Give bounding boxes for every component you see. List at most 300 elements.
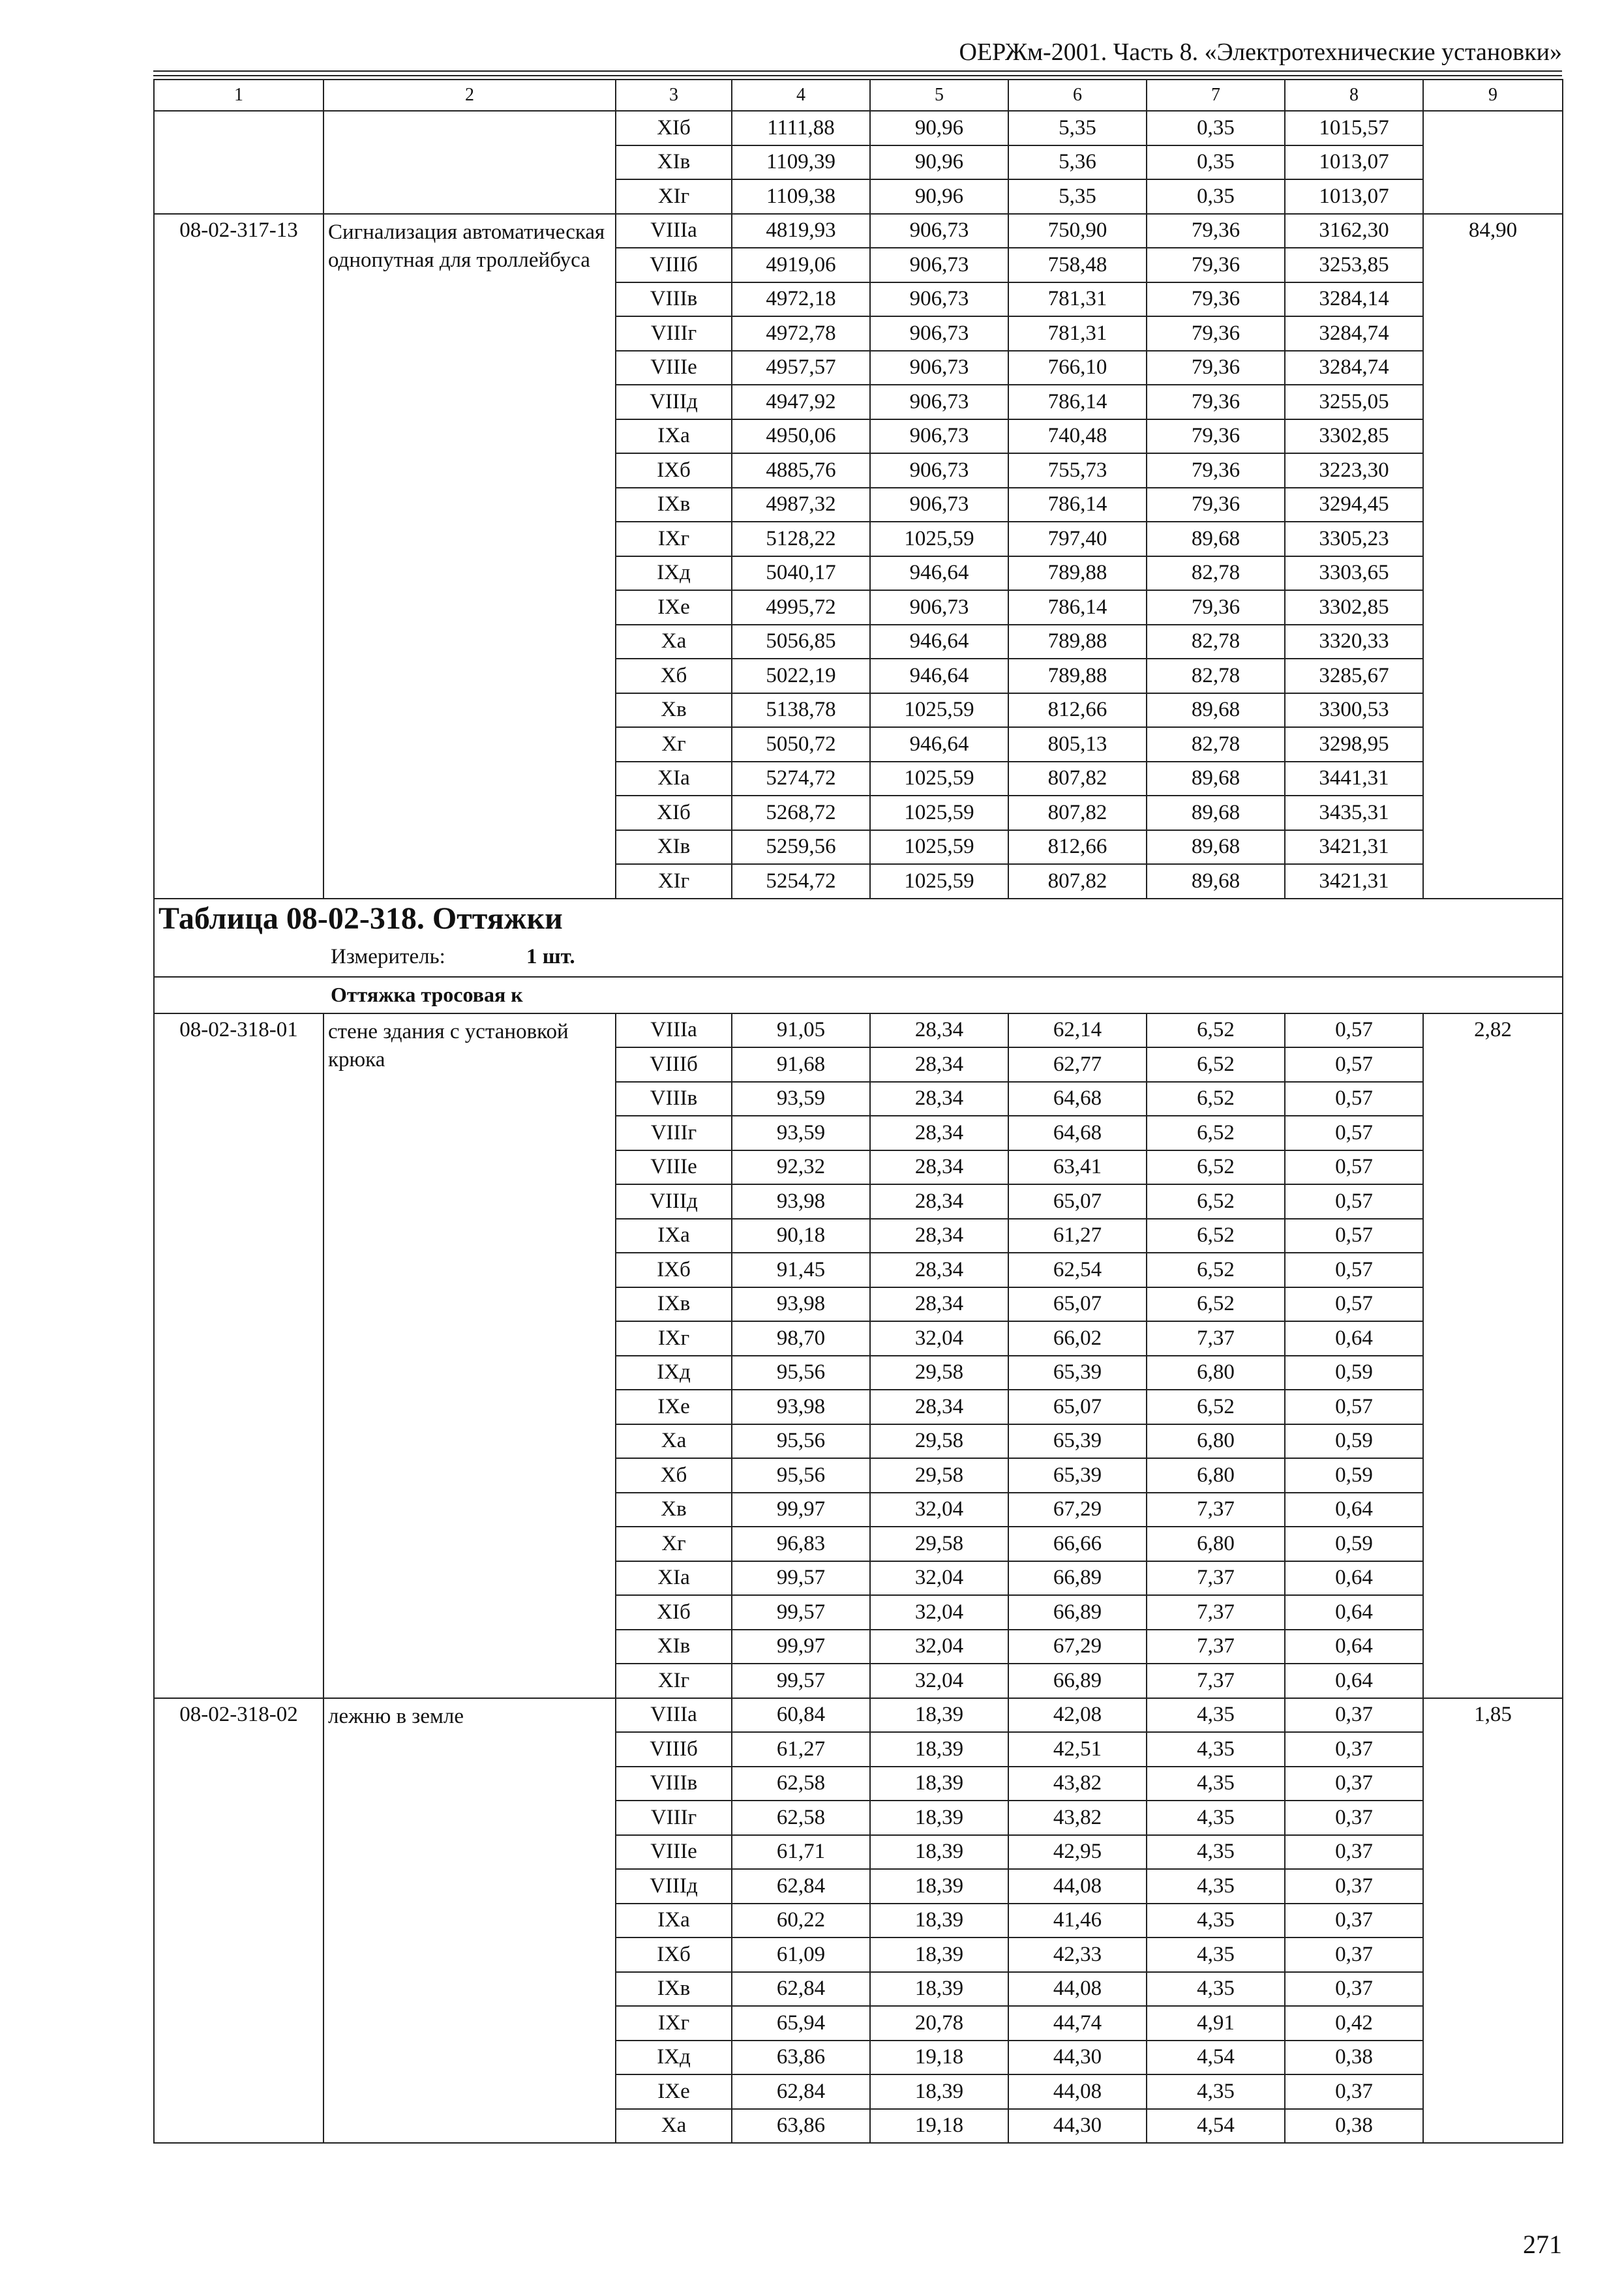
value-cell: 65,07 [1008, 1390, 1147, 1424]
zone-cell: VIIIа [616, 1698, 732, 1733]
value-cell: 90,18 [732, 1219, 870, 1253]
value-cell: 4,91 [1147, 2006, 1285, 2041]
value-cell: 32,04 [870, 1630, 1008, 1664]
value-cell: 66,89 [1008, 1561, 1147, 1596]
value-cell: 0,57 [1285, 1150, 1423, 1185]
value-cell: 0,38 [1285, 2041, 1423, 2075]
zone-cell: IXа [616, 1219, 732, 1253]
value-cell: 1109,38 [732, 179, 870, 214]
value-cell: 789,88 [1008, 659, 1147, 693]
value-cell: 4972,18 [732, 282, 870, 317]
rates-table [153, 79, 1563, 2144]
zone-cell: IXб [616, 1253, 732, 1287]
column-number: 6 [1008, 80, 1147, 111]
zone-cell: XIб [616, 111, 732, 145]
value-cell: 29,58 [870, 1356, 1008, 1390]
page-number: 271 [1523, 2230, 1562, 2259]
code-cell: 08-02-318-02 [154, 1698, 323, 2144]
value-cell: 3421,31 [1285, 830, 1423, 865]
value-cell: 0,35 [1147, 145, 1285, 180]
value-cell: 5138,78 [732, 693, 870, 728]
value-cell: 6,52 [1147, 1116, 1285, 1150]
value-cell: 32,04 [870, 1561, 1008, 1596]
value-cell: 62,84 [732, 1972, 870, 2007]
value-cell: 66,89 [1008, 1595, 1147, 1630]
value-cell: 79,36 [1147, 316, 1285, 351]
value-cell: 3302,85 [1285, 590, 1423, 625]
value-cell: 44,30 [1008, 2041, 1147, 2075]
zone-cell: VIIIе [616, 1150, 732, 1185]
value-cell: 63,41 [1008, 1150, 1147, 1185]
value-cell: 0,59 [1285, 1356, 1423, 1390]
zone-cell: IXб [616, 1937, 732, 1972]
zone-cell: Xа [616, 625, 732, 659]
value-cell: 0,37 [1285, 1801, 1423, 1835]
value-cell: 32,04 [870, 1493, 1008, 1527]
value-cell: 29,58 [870, 1424, 1008, 1459]
value-cell: 4919,06 [732, 248, 870, 282]
value-cell: 42,33 [1008, 1937, 1147, 1972]
value-cell: 79,36 [1147, 590, 1285, 625]
value-cell: 93,59 [732, 1116, 870, 1150]
value-cell: 82,78 [1147, 659, 1285, 693]
value-cell: 797,40 [1008, 522, 1147, 556]
value-cell: 44,08 [1008, 1869, 1147, 1904]
zone-cell: IXг [616, 1321, 732, 1356]
zone-cell: Xг [616, 1527, 732, 1561]
zone-cell: VIIIд [616, 1184, 732, 1219]
value-cell: 5,35 [1008, 111, 1147, 145]
value-cell: 6,80 [1147, 1424, 1285, 1459]
value-cell: 62,77 [1008, 1047, 1147, 1082]
value-cell: 4,35 [1147, 1698, 1285, 1733]
measure-cell [154, 938, 1563, 977]
value-cell: 1111,88 [732, 111, 870, 145]
value-cell: 65,94 [732, 2006, 870, 2041]
value-cell: 43,82 [1008, 1801, 1147, 1835]
value-cell: 906,73 [870, 248, 1008, 282]
value-cell: 65,39 [1008, 1356, 1147, 1390]
value-cell: 63,86 [732, 2041, 870, 2075]
zone-cell: IXа [616, 419, 732, 454]
value-cell: 3253,85 [1285, 248, 1423, 282]
subcaption-row [154, 977, 1563, 1013]
value-cell: 0,57 [1285, 1013, 1423, 1048]
zone-cell: XIв [616, 830, 732, 865]
zone-cell: VIIIг [616, 1116, 732, 1150]
value-cell: 4957,57 [732, 351, 870, 385]
zone-cell: VIIIа [616, 214, 732, 248]
value-cell: 65,07 [1008, 1184, 1147, 1219]
value-cell: 3294,45 [1285, 488, 1423, 522]
zone-cell: VIIIе [616, 351, 732, 385]
value-cell: 0,37 [1285, 1972, 1423, 2007]
value-cell: 0,37 [1285, 1767, 1423, 1801]
value-cell: 4,54 [1147, 2109, 1285, 2144]
zone-cell: Xб [616, 659, 732, 693]
value-cell: 781,31 [1008, 316, 1147, 351]
value-cell: 3441,31 [1285, 762, 1423, 796]
value-cell: 28,34 [870, 1013, 1008, 1048]
value-cell: 807,82 [1008, 762, 1147, 796]
subcaption: Оттяжка тросовая к [331, 983, 523, 1006]
value-cell: 1025,59 [870, 522, 1008, 556]
value-cell: 89,68 [1147, 762, 1285, 796]
value-cell: 18,39 [870, 1801, 1008, 1835]
value-cell: 5254,72 [732, 864, 870, 899]
value-cell: 0,57 [1285, 1219, 1423, 1253]
value-cell: 0,59 [1285, 1527, 1423, 1561]
value-cell: 67,29 [1008, 1630, 1147, 1664]
value-cell: 5128,22 [732, 522, 870, 556]
value-cell: 79,36 [1147, 488, 1285, 522]
value-cell: 906,73 [870, 214, 1008, 248]
subcaption-cell [154, 977, 1563, 1013]
value-cell: 18,39 [870, 1698, 1008, 1733]
value-cell: 93,98 [732, 1287, 870, 1322]
value-cell: 93,98 [732, 1390, 870, 1424]
value-cell: 5268,72 [732, 796, 870, 830]
value-cell: 79,36 [1147, 214, 1285, 248]
value-cell: 79,36 [1147, 351, 1285, 385]
value-cell: 98,70 [732, 1321, 870, 1356]
value-cell: 99,97 [732, 1630, 870, 1664]
zone-cell: IXг [616, 522, 732, 556]
value-cell: 93,59 [732, 1082, 870, 1116]
value-cell: 90,96 [870, 145, 1008, 180]
zone-cell: IXд [616, 2041, 732, 2075]
table-body [154, 80, 1563, 2143]
value-cell: 61,27 [732, 1732, 870, 1767]
table-row [154, 111, 1563, 145]
zone-cell: XIа [616, 1561, 732, 1596]
value-cell: 7,37 [1147, 1664, 1285, 1698]
value-cell: 750,90 [1008, 214, 1147, 248]
column-number: 9 [1423, 80, 1563, 111]
value-cell: 6,52 [1147, 1013, 1285, 1048]
value-cell: 79,36 [1147, 453, 1285, 488]
value-cell: 0,59 [1285, 1458, 1423, 1493]
zone-cell: Xв [616, 1493, 732, 1527]
zone-cell: IXд [616, 556, 732, 591]
value-cell: 79,36 [1147, 385, 1285, 419]
value-cell: 6,52 [1147, 1184, 1285, 1219]
value-cell: 1015,57 [1285, 111, 1423, 145]
value-cell: 3284,14 [1285, 282, 1423, 317]
value-cell: 3421,31 [1285, 864, 1423, 899]
value-cell: 4995,72 [732, 590, 870, 625]
value-cell: 32,04 [870, 1664, 1008, 1698]
value-cell: 66,89 [1008, 1664, 1147, 1698]
zone-cell: Xв [616, 693, 732, 728]
value-cell: 805,13 [1008, 727, 1147, 762]
value-cell: 3284,74 [1285, 351, 1423, 385]
value-cell: 3284,74 [1285, 316, 1423, 351]
measure-value: 1 шт. [526, 945, 575, 968]
value-cell: 44,08 [1008, 1972, 1147, 2007]
value-cell: 7,37 [1147, 1630, 1285, 1664]
value-cell: 4,35 [1147, 1869, 1285, 1904]
zone-cell: IXв [616, 1972, 732, 2007]
value-cell: 64,68 [1008, 1082, 1147, 1116]
value-cell: 3302,85 [1285, 419, 1423, 454]
value-cell: 0,57 [1285, 1390, 1423, 1424]
zone-cell: IXв [616, 1287, 732, 1322]
value-cell: 19,18 [870, 2109, 1008, 2144]
value-cell: 3162,30 [1285, 214, 1423, 248]
value-cell: 82,78 [1147, 625, 1285, 659]
value-cell: 812,66 [1008, 830, 1147, 865]
column-number: 4 [732, 80, 870, 111]
value-cell: 18,39 [870, 1732, 1008, 1767]
value-cell: 758,48 [1008, 248, 1147, 282]
zone-cell: XIг [616, 1664, 732, 1698]
value-cell: 0,37 [1285, 1937, 1423, 1972]
value-cell: 789,88 [1008, 625, 1147, 659]
value-cell: 44,08 [1008, 2074, 1147, 2109]
column-number: 7 [1147, 80, 1285, 111]
value-cell: 786,14 [1008, 385, 1147, 419]
zone-cell: VIIIв [616, 282, 732, 317]
value-cell: 6,52 [1147, 1082, 1285, 1116]
value-cell: 60,84 [732, 1698, 870, 1733]
value-cell: 906,73 [870, 282, 1008, 317]
value-cell: 1025,59 [870, 762, 1008, 796]
value-cell: 906,73 [870, 488, 1008, 522]
value-cell: 4,54 [1147, 2041, 1285, 2075]
value-cell: 28,34 [870, 1219, 1008, 1253]
zone-cell: Xб [616, 1458, 732, 1493]
zone-cell: VIIIа [616, 1013, 732, 1048]
value-cell: 96,83 [732, 1527, 870, 1561]
zone-cell: VIIIб [616, 248, 732, 282]
value-cell: 5050,72 [732, 727, 870, 762]
value-cell: 1013,07 [1285, 179, 1423, 214]
value-cell: 63,86 [732, 2109, 870, 2144]
value-cell: 18,39 [870, 2074, 1008, 2109]
value-cell: 3320,33 [1285, 625, 1423, 659]
value-cell: 3223,30 [1285, 453, 1423, 488]
value-cell: 6,80 [1147, 1356, 1285, 1390]
value-cell: 90,96 [870, 111, 1008, 145]
zone-cell: Xа [616, 1424, 732, 1459]
zone-cell: IXд [616, 1356, 732, 1390]
value-cell: 0,37 [1285, 1904, 1423, 1938]
value-cell: 18,39 [870, 1835, 1008, 1870]
value-cell: 19,18 [870, 2041, 1008, 2075]
zone-cell: VIIIг [616, 1801, 732, 1835]
value-cell: 4,35 [1147, 1732, 1285, 1767]
value-cell: 42,95 [1008, 1835, 1147, 1870]
value-cell: 5259,56 [732, 830, 870, 865]
value-cell: 4987,32 [732, 488, 870, 522]
value-cell: 61,71 [732, 1835, 870, 1870]
name-cell: стене здания с установкой крюка [323, 1013, 616, 1698]
code-cell: 08-02-318-01 [154, 1013, 323, 1698]
zone-cell: XIа [616, 762, 732, 796]
zone-cell: VIIIд [616, 385, 732, 419]
zone-cell: VIIIв [616, 1767, 732, 1801]
value-cell: 0,64 [1285, 1630, 1423, 1664]
code-cell [154, 111, 323, 214]
value-cell: 62,84 [732, 2074, 870, 2109]
value-cell: 786,14 [1008, 590, 1147, 625]
total-cell [1423, 111, 1563, 214]
value-cell: 62,14 [1008, 1013, 1147, 1048]
zone-cell: Xа [616, 2109, 732, 2144]
value-cell: 42,08 [1008, 1698, 1147, 1733]
zone-cell: VIIIв [616, 1082, 732, 1116]
value-cell: 946,64 [870, 625, 1008, 659]
zone-cell: VIIIд [616, 1869, 732, 1904]
value-cell: 89,68 [1147, 522, 1285, 556]
header-rule [153, 70, 1562, 72]
value-cell: 62,58 [732, 1801, 870, 1835]
value-cell: 66,02 [1008, 1321, 1147, 1356]
value-cell: 66,66 [1008, 1527, 1147, 1561]
value-cell: 0,42 [1285, 2006, 1423, 2041]
value-cell: 7,37 [1147, 1561, 1285, 1596]
value-cell: 6,52 [1147, 1047, 1285, 1082]
value-cell: 0,64 [1285, 1664, 1423, 1698]
zone-cell: IXг [616, 2006, 732, 2041]
name-cell [323, 111, 616, 214]
value-cell: 18,39 [870, 1972, 1008, 2007]
value-cell: 807,82 [1008, 864, 1147, 899]
value-cell: 1025,59 [870, 864, 1008, 899]
value-cell: 1025,59 [870, 693, 1008, 728]
value-cell: 7,37 [1147, 1595, 1285, 1630]
value-cell: 29,58 [870, 1527, 1008, 1561]
value-cell: 91,68 [732, 1047, 870, 1082]
value-cell: 6,52 [1147, 1219, 1285, 1253]
value-cell: 6,52 [1147, 1150, 1285, 1185]
value-cell: 906,73 [870, 590, 1008, 625]
value-cell: 61,27 [1008, 1219, 1147, 1253]
value-cell: 28,34 [870, 1390, 1008, 1424]
value-cell: 0,37 [1285, 1698, 1423, 1733]
value-cell: 807,82 [1008, 796, 1147, 830]
value-cell: 0,37 [1285, 1732, 1423, 1767]
value-cell: 0,57 [1285, 1047, 1423, 1082]
name-cell: лежню в земле [323, 1698, 616, 2144]
value-cell: 789,88 [1008, 556, 1147, 591]
value-cell: 28,34 [870, 1253, 1008, 1287]
value-cell: 0,57 [1285, 1082, 1423, 1116]
value-cell: 99,57 [732, 1595, 870, 1630]
value-cell: 4,35 [1147, 1767, 1285, 1801]
value-cell: 946,64 [870, 659, 1008, 693]
measure-row [154, 938, 1563, 977]
value-cell: 0,37 [1285, 2074, 1423, 2109]
column-number: 3 [616, 80, 732, 111]
value-cell: 65,07 [1008, 1287, 1147, 1322]
value-cell: 1025,59 [870, 830, 1008, 865]
zone-cell: XIг [616, 179, 732, 214]
value-cell: 0,35 [1147, 179, 1285, 214]
value-cell: 65,39 [1008, 1458, 1147, 1493]
value-cell: 0,37 [1285, 1869, 1423, 1904]
value-cell: 32,04 [870, 1321, 1008, 1356]
value-cell: 65,39 [1008, 1424, 1147, 1459]
value-cell: 5274,72 [732, 762, 870, 796]
value-cell: 781,31 [1008, 282, 1147, 317]
value-cell: 4,35 [1147, 1835, 1285, 1870]
value-cell: 4,35 [1147, 1972, 1285, 2007]
value-cell: 4,35 [1147, 1904, 1285, 1938]
value-cell: 1109,39 [732, 145, 870, 180]
value-cell: 755,73 [1008, 453, 1147, 488]
table-row [154, 1013, 1563, 1048]
value-cell: 99,97 [732, 1493, 870, 1527]
value-cell: 44,30 [1008, 2109, 1147, 2144]
value-cell: 0,37 [1285, 1835, 1423, 1870]
column-number: 8 [1285, 80, 1423, 111]
section-title: Таблица 08-02-318. Оттяжки [158, 901, 563, 936]
value-cell: 786,14 [1008, 488, 1147, 522]
value-cell: 62,58 [732, 1767, 870, 1801]
section-title-row [154, 899, 1563, 938]
value-cell: 5,36 [1008, 145, 1147, 180]
value-cell: 28,34 [870, 1184, 1008, 1219]
zone-cell: VIIIе [616, 1835, 732, 1870]
value-cell: 0,64 [1285, 1493, 1423, 1527]
zone-cell: VIIIб [616, 1047, 732, 1082]
value-cell: 89,68 [1147, 830, 1285, 865]
value-cell: 906,73 [870, 419, 1008, 454]
value-cell: 4819,93 [732, 214, 870, 248]
value-cell: 64,68 [1008, 1116, 1147, 1150]
value-cell: 906,73 [870, 385, 1008, 419]
value-cell: 28,34 [870, 1082, 1008, 1116]
value-cell: 1025,59 [870, 796, 1008, 830]
value-cell: 67,29 [1008, 1493, 1147, 1527]
value-cell: 3303,65 [1285, 556, 1423, 591]
value-cell: 3300,53 [1285, 693, 1423, 728]
value-cell: 82,78 [1147, 556, 1285, 591]
name-cell: Сигнализация автоматическая однопутная для троллейбуса [323, 214, 616, 899]
value-cell: 0,57 [1285, 1116, 1423, 1150]
value-cell: 95,56 [732, 1458, 870, 1493]
value-cell: 82,78 [1147, 727, 1285, 762]
value-cell: 90,96 [870, 179, 1008, 214]
value-cell: 4885,76 [732, 453, 870, 488]
value-cell: 18,39 [870, 1767, 1008, 1801]
zone-cell: VIIIг [616, 316, 732, 351]
column-number: 1 [154, 80, 323, 111]
value-cell: 29,58 [870, 1458, 1008, 1493]
zone-cell: IXе [616, 590, 732, 625]
value-cell: 32,04 [870, 1595, 1008, 1630]
zone-cell: IXа [616, 1904, 732, 1938]
value-cell: 20,78 [870, 2006, 1008, 2041]
value-cell: 60,22 [732, 1904, 870, 1938]
value-cell: 99,57 [732, 1561, 870, 1596]
value-cell: 89,68 [1147, 796, 1285, 830]
zone-cell: XIв [616, 145, 732, 180]
measure-label: Измеритель: [331, 945, 445, 968]
value-cell: 4947,92 [732, 385, 870, 419]
value-cell: 906,73 [870, 453, 1008, 488]
value-cell: 42,51 [1008, 1732, 1147, 1767]
value-cell: 3255,05 [1285, 385, 1423, 419]
value-cell: 0,38 [1285, 2109, 1423, 2144]
value-cell: 0,59 [1285, 1424, 1423, 1459]
total-cell: 2,82 [1423, 1013, 1563, 1698]
value-cell: 7,37 [1147, 1321, 1285, 1356]
value-cell: 946,64 [870, 727, 1008, 762]
column-number: 2 [323, 80, 616, 111]
